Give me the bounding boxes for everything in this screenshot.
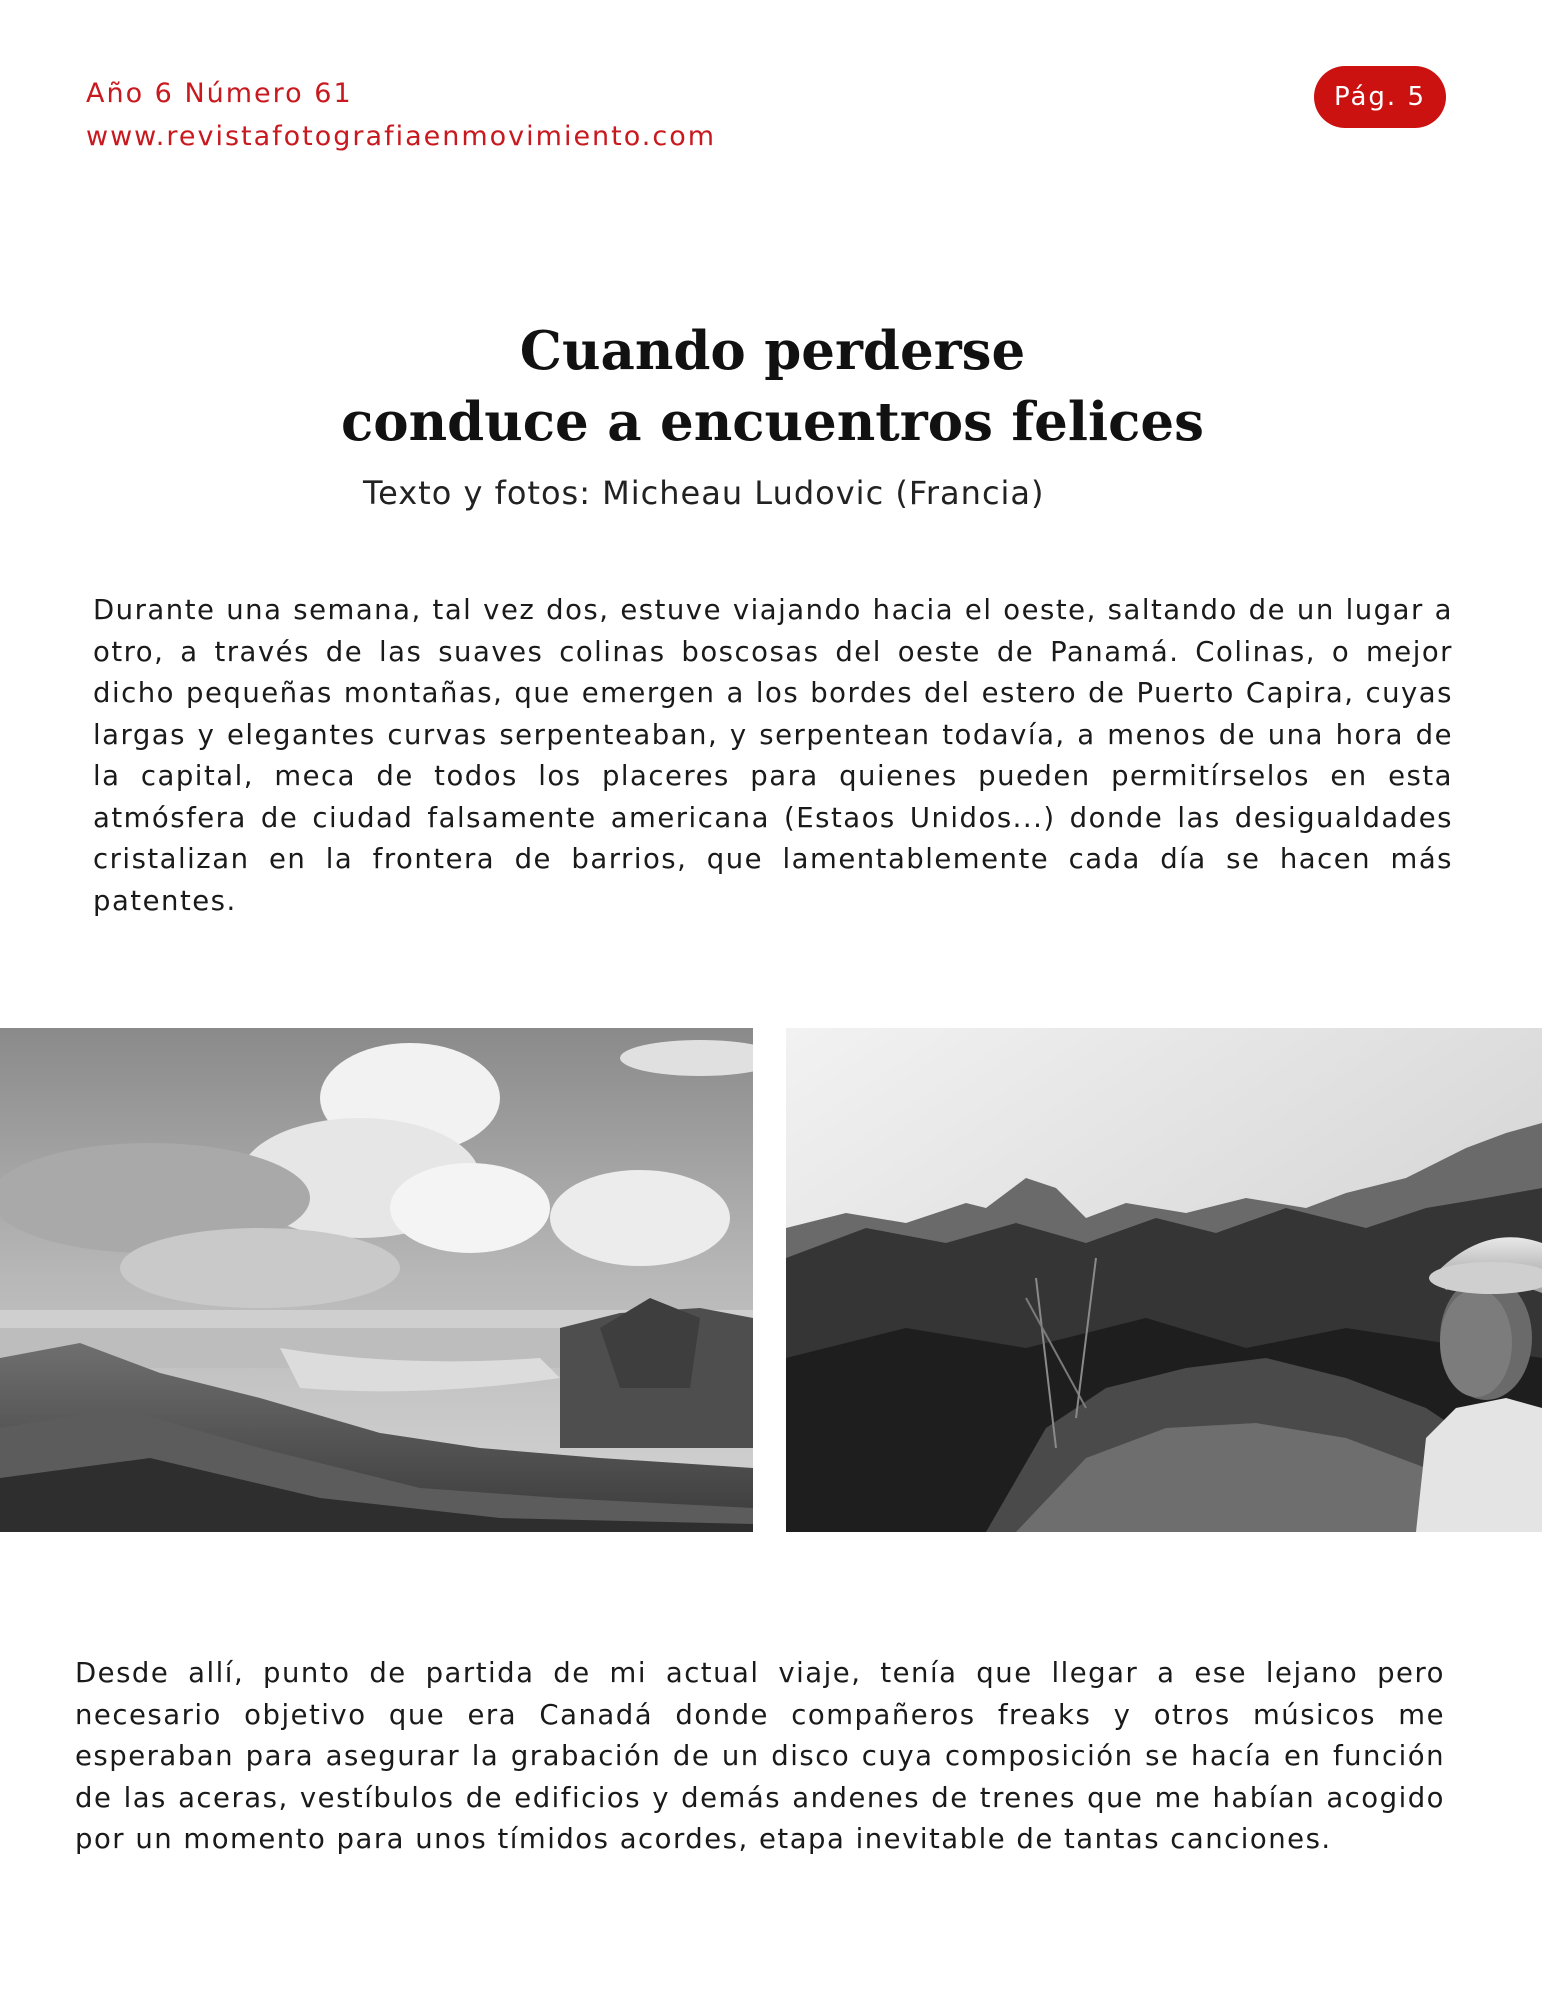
article-title — [0, 316, 1545, 458]
landscape-photo — [0, 1028, 753, 1532]
portrait-mountain-photo-art — [786, 1028, 1542, 1532]
article-paragraph-1: Durante una semana, tal vez dos, estuve viajando hacia el oeste, saltando de un lugar a otro, a través de las suaves colinas boscosas del oeste de Panamá. Colinas, o mejor dicho pequeñas montañas, que emergen a los bordes del estero de Puerto Capira, cuyas largas y elegantes curvas serpenteaban, y serpentean todavía, a menos de una hora de la capital, meca de todos los placeres para quienes pueden permitírselos en esta atmósfera de ciudad falsamente americana (Estaos Unidos...) donde las desigualdades cristalizan en la frontera de barrios, que lamentablemente cada día se hacen más patentes. — [93, 594, 1453, 917]
article-title-line-2: conduce a encuentros felices — [341, 391, 1204, 453]
article-byline: Texto y fotos: Micheau Ludovic (Francia) — [363, 474, 1045, 512]
article-title-line-1: Cuando perderse — [519, 320, 1026, 382]
landscape-photo-art — [0, 1028, 753, 1532]
page-number-badge: Pág. 5 — [1314, 66, 1446, 128]
portrait-mountain-photo — [786, 1028, 1542, 1532]
website-url[interactable]: www.revistafotografiaenmovimiento.com — [86, 121, 717, 152]
article-paragraph-2: Desde allí, punto de partida de mi actual viaje, tenía que llegar a ese lejano pero necesario objetivo que era Canadá donde compañeros freaks y otros músicos me esperaban para asegurar la grabación de un disco cuya composición se hacía en función de las aceras, vestíbulos de edificios y demás andenes de trenes que me habían acogido por un momento para unos tímidos acordes, etapa inevitable de tantas canciones. — [75, 1657, 1445, 1855]
issue-number: Año 6 Número 61 — [86, 78, 353, 109]
